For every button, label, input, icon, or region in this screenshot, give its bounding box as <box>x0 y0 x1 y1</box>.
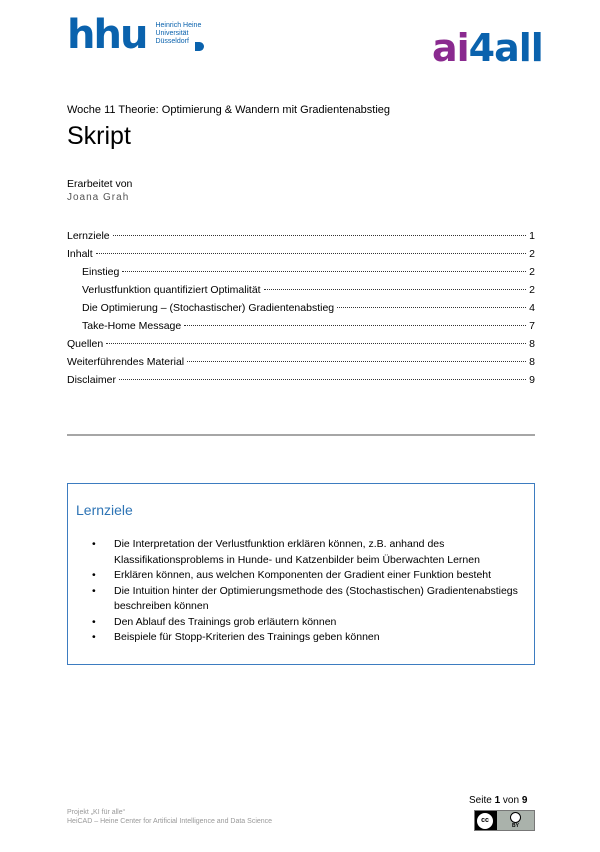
toc-leader-dots <box>122 271 526 272</box>
hhu-logo-line: Universität <box>155 30 189 37</box>
learning-goal-item: • Beispiele für Stopp-Kriterien des Trainings geben können <box>90 630 520 646</box>
learning-goal-item: • Den Ablauf des Trainings grob erläutern können <box>90 615 520 631</box>
toc-entry[interactable] <box>67 374 535 392</box>
learning-goals-list <box>90 537 520 646</box>
author-label: Erarbeitet von <box>67 178 133 190</box>
hhu-logo-line: Heinrich Heine <box>155 22 202 29</box>
cc-by-license-badge <box>474 810 535 831</box>
toc-entry-page: 2 <box>529 284 535 296</box>
person-icon <box>510 812 521 823</box>
toc-entry-page: 8 <box>529 338 535 350</box>
section-divider <box>67 434 535 436</box>
toc-entry-page: 2 <box>529 266 535 278</box>
hhu-logo-mark <box>195 42 204 51</box>
learning-goals-title: Lernziele <box>76 502 133 518</box>
page-number-current: 1 <box>494 795 501 806</box>
hhu-logo-line: Düsseldorf <box>155 38 189 45</box>
toc-entry-page: 2 <box>529 248 535 260</box>
toc-entry-page: 4 <box>529 302 535 314</box>
learning-goal-item: • Die Intuition hinter der Optimierungsmethode des (Stochastischen) Gradientenabstiegs beschreiben können <box>90 584 520 615</box>
toc-entry-page: 1 <box>529 230 535 242</box>
toc-entry[interactable] <box>67 230 535 248</box>
toc-leader-dots <box>113 235 527 236</box>
learning-goal-item: • Erklären können, aus welchen Komponenten der Gradient einer Funktion besteht <box>90 568 520 584</box>
author-name: Joana Grah <box>67 192 130 203</box>
footer-project-info <box>67 808 272 826</box>
cc-icon: cc <box>477 813 493 829</box>
document-subtitle: Woche 11 Theorie: Optimierung & Wandern mit Gradientenabstieg <box>67 104 391 116</box>
footer-project-name: Projekt „KI für alle“ <box>67 809 125 816</box>
toc-entry[interactable] <box>67 284 535 302</box>
toc-entry-label: Take-Home Message <box>82 320 182 332</box>
attribution-icon <box>497 811 534 830</box>
toc-entry[interactable] <box>67 302 535 320</box>
hhu-logo-word: hhu <box>67 12 147 58</box>
page-number-total: 9 <box>521 795 528 806</box>
toc-leader-dots <box>106 343 526 344</box>
toc-entry-page: 8 <box>529 356 535 368</box>
table-of-contents <box>67 230 535 392</box>
toc-entry-label: Inhalt <box>67 248 93 260</box>
toc-leader-dots <box>184 325 526 326</box>
learning-goal-item: • Die Interpretation der Verlustfunktion erklären können, z.B. anhand des Klassifikationsproblems in Hunde- und Katzenbilder beim Überwachten Lernen <box>90 537 520 568</box>
toc-entry-page: 9 <box>529 374 535 386</box>
toc-entry[interactable] <box>67 266 535 284</box>
toc-entry-label: Lernziele <box>67 230 110 242</box>
toc-entry-label: Einstieg <box>82 266 120 278</box>
ai4all-logo-part: ai <box>432 26 469 70</box>
toc-entry-label: Quellen <box>67 338 104 350</box>
toc-entry-page: 7 <box>529 320 535 332</box>
ai4all-logo-part: all <box>494 26 543 70</box>
page-number <box>469 795 527 806</box>
page-number-separator: von <box>500 795 522 806</box>
learning-goals-box <box>67 483 535 665</box>
toc-entry-label: Die Optimierung – (Stochastischer) Gradientenabstieg <box>82 302 335 314</box>
page-number-prefix: Seite <box>469 795 495 806</box>
toc-entry[interactable] <box>67 248 535 266</box>
toc-leader-dots <box>337 307 526 308</box>
toc-entry-label: Disclaimer <box>67 374 117 386</box>
document-title: Skript <box>67 122 131 150</box>
toc-entry[interactable] <box>67 356 535 374</box>
toc-entry[interactable] <box>67 338 535 356</box>
toc-leader-dots <box>187 361 526 362</box>
footer-center-name: HeiCAD – Heine Center for Artificial Intelligence and Data Science <box>67 818 273 825</box>
ai4all-logo <box>432 26 543 70</box>
by-label: BY <box>512 823 519 829</box>
hhu-logo <box>67 12 202 58</box>
toc-entry-label: Verlustfunktion quantifiziert Optimalität <box>82 284 261 296</box>
toc-entry-label: Weiterführendes Material <box>67 356 185 368</box>
toc-leader-dots <box>119 379 526 380</box>
toc-entry[interactable] <box>67 320 535 338</box>
toc-leader-dots <box>96 253 526 254</box>
ai4all-logo-part: 4 <box>468 26 495 70</box>
toc-leader-dots <box>264 289 527 290</box>
